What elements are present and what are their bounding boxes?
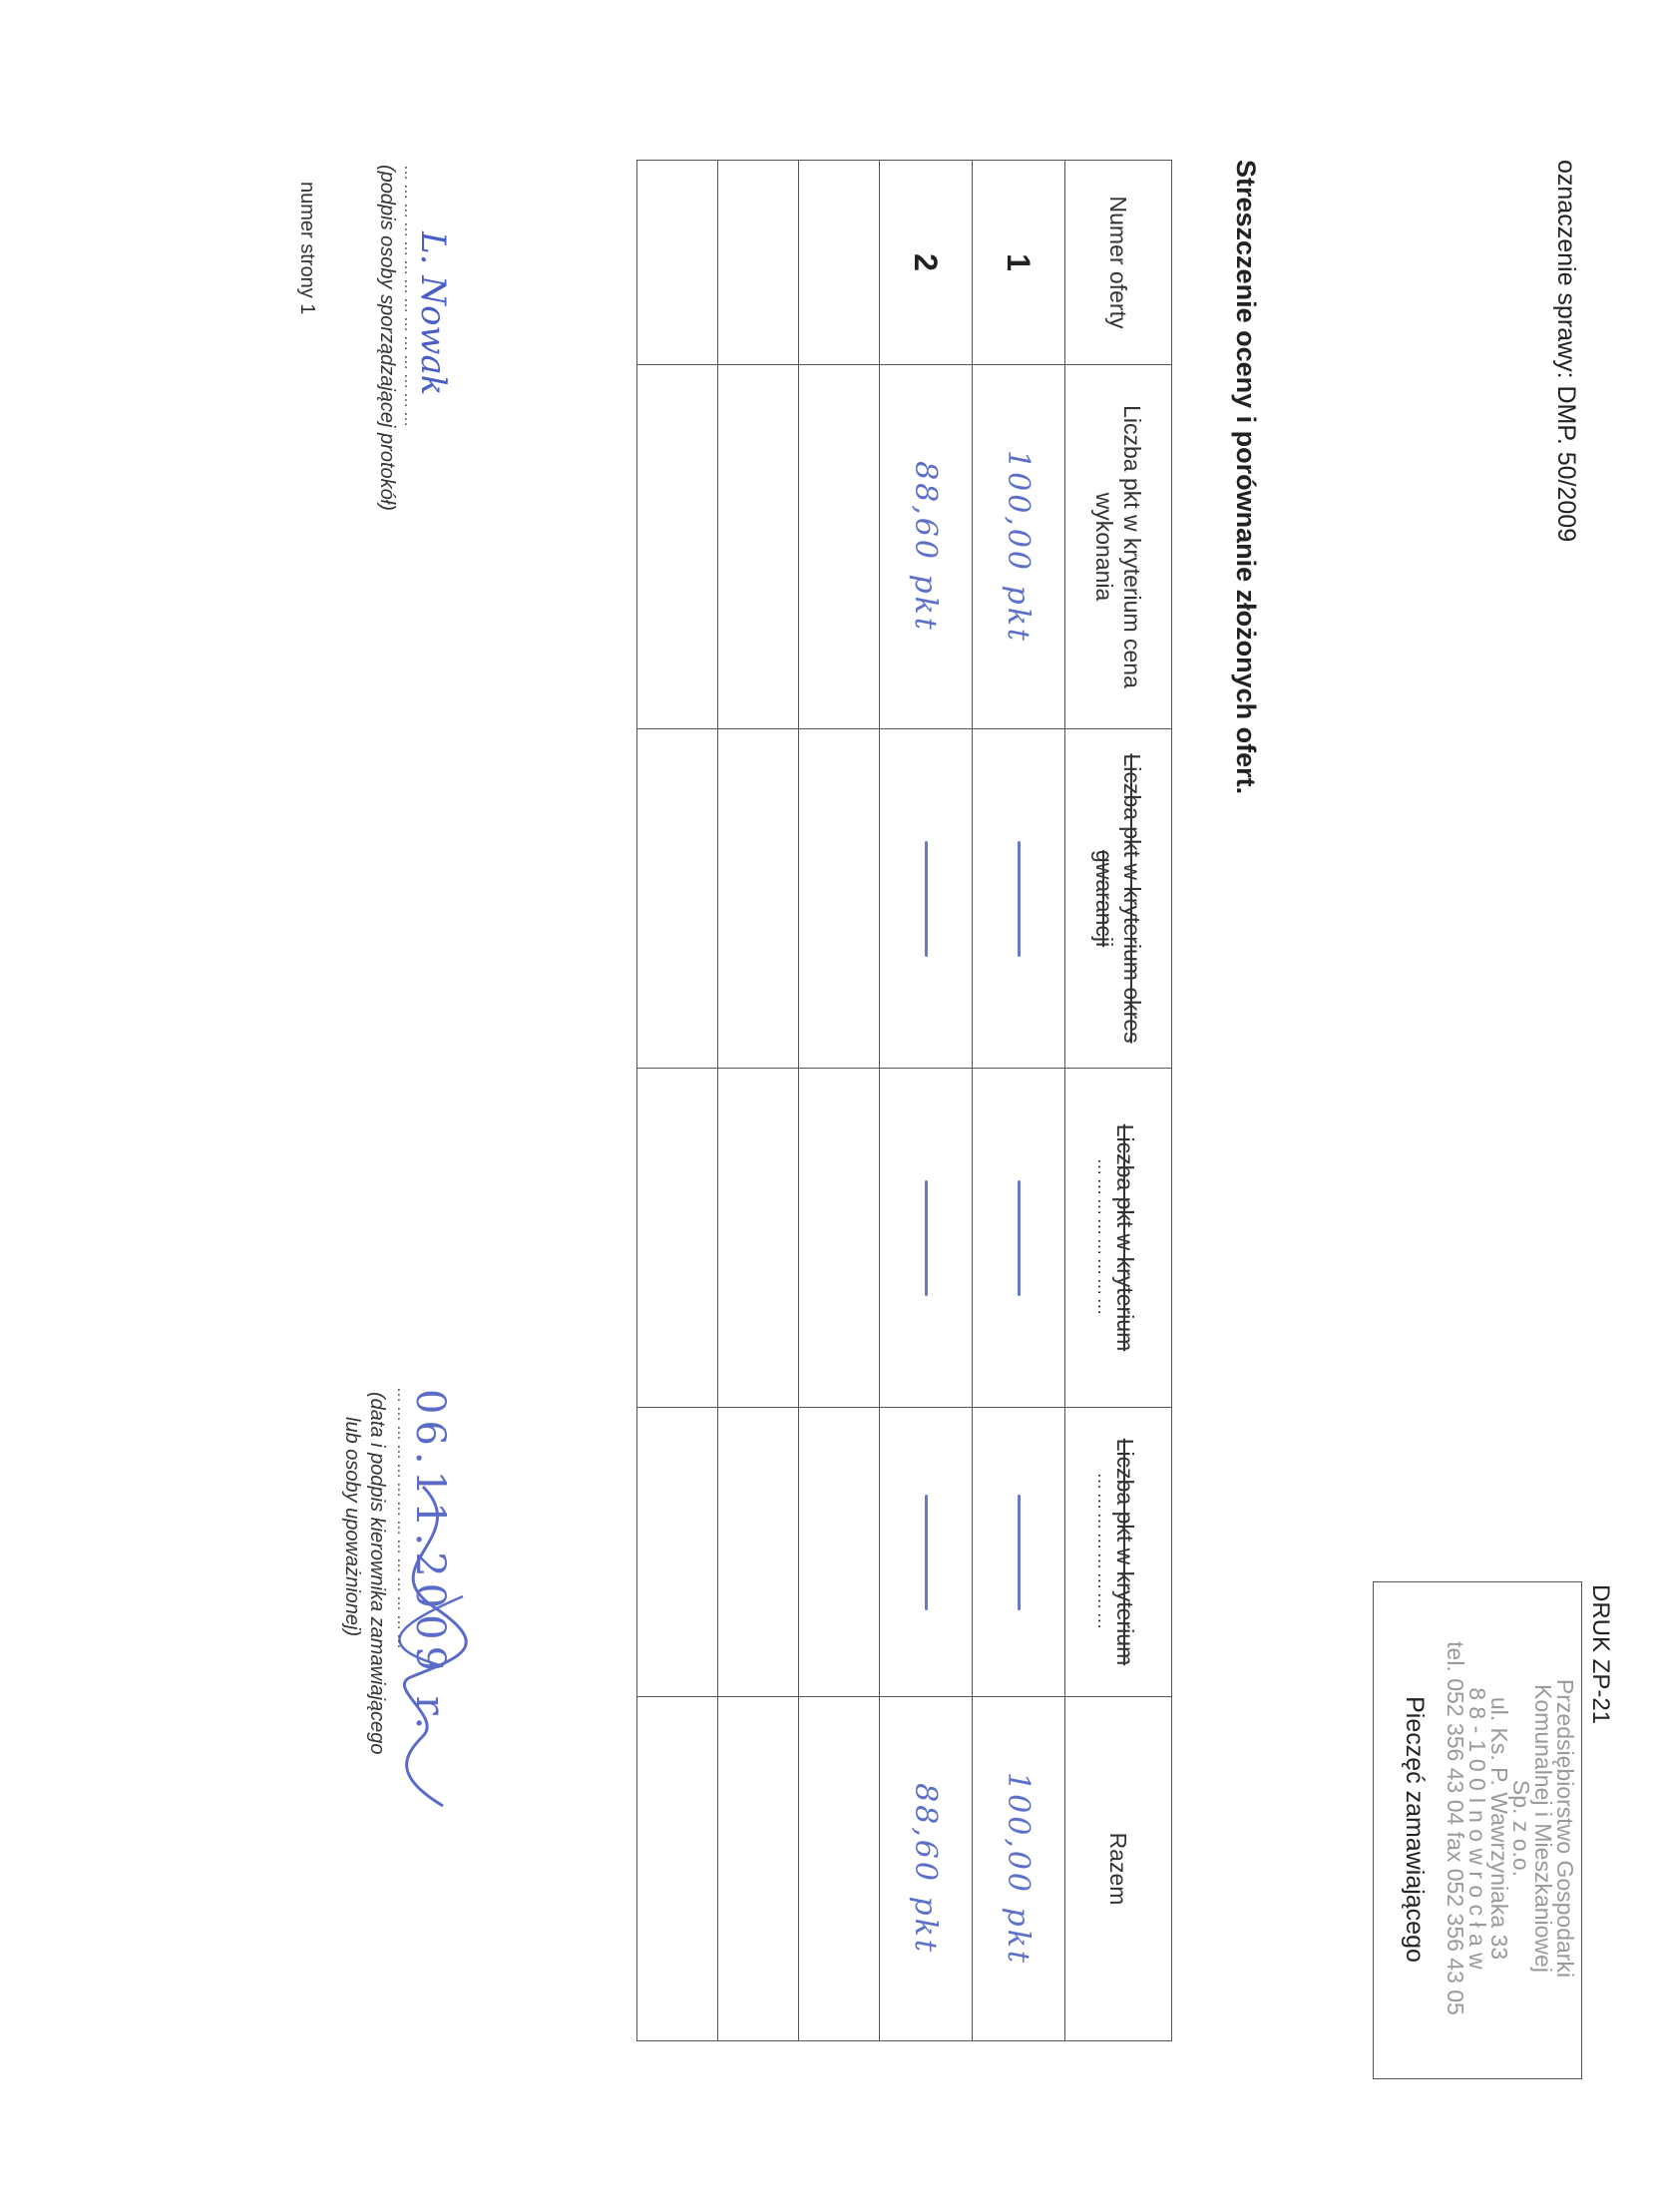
right-signature-dots: …………………………………… [394, 1387, 411, 1652]
dash-mark [1018, 1180, 1021, 1296]
empty-cell [637, 365, 718, 729]
empty-cell [718, 1697, 799, 2041]
dash-mark [1018, 1495, 1021, 1610]
header-total: Razem [1065, 1697, 1172, 2041]
table-row [880, 161, 973, 2041]
stamp-line: ul. Ks. P. Wawrzyniaka 33 [1486, 1696, 1512, 1961]
dash-mark [1018, 841, 1021, 957]
stamp-line: Przedsiębiorstwo Gospodarki [1552, 1678, 1578, 1979]
header-criterion-4-dots: …………………… [1094, 1472, 1114, 1632]
criterion-4-cell [880, 1408, 973, 1697]
left-signature-dots: …………………………………… [401, 165, 418, 430]
total-cell: 88,60 pkt [880, 1697, 973, 2041]
criterion-3-cell [880, 1069, 973, 1408]
table-row-empty [637, 161, 718, 2041]
empty-cell [718, 1069, 799, 1408]
right-signature-caption-line2: lub osoby upoważnionej) [341, 1417, 363, 1637]
stamp-label: Pieczęć zamawiającego [1401, 1696, 1429, 1963]
empty-cell [799, 161, 880, 365]
empty-cell [637, 729, 718, 1069]
left-signature-handwriting: L. Nowak [413, 231, 453, 396]
stamp-line: Sp. z o.o. [1508, 1779, 1534, 1878]
right-signature-date: 06.11.2009 r. [407, 1389, 453, 1736]
empty-cell [637, 1697, 718, 2041]
page-number: numer strony 1 [296, 182, 318, 315]
empty-cell [637, 161, 718, 365]
header-warranty-criterion: Liczba pkt w kryterium okres gwarancji [1065, 729, 1172, 1069]
company-stamp [1445, 1576, 1576, 2080]
empty-cell [718, 729, 799, 1069]
empty-cell [718, 1408, 799, 1697]
table-header-row [1065, 161, 1172, 2041]
empty-cell [799, 1697, 880, 2041]
header-criterion-3-dots: …………………… [1094, 1157, 1114, 1318]
warranty-points-cell [973, 729, 1065, 1069]
header-price-criterion: Liczba pkt w kryterium cena wykonania [1065, 365, 1172, 729]
empty-cell [637, 1408, 718, 1697]
header-criterion-4-label: Liczba pkt w kryterium [1112, 1438, 1138, 1666]
header-offer-number: Numer oferty [1065, 161, 1172, 365]
header-criterion-4 [1065, 1408, 1172, 1697]
warranty-points-cell [880, 729, 973, 1069]
empty-cell [799, 1069, 880, 1408]
header-criterion-3 [1065, 1069, 1172, 1408]
empty-cell [718, 161, 799, 365]
empty-cell [799, 1408, 880, 1697]
empty-cell [799, 365, 880, 729]
stamp-line: tel. 052 356 43 04 fax 052 356 43 05 [1443, 1641, 1468, 2015]
case-reference: oznaczenie sprawy: DMP. 50/2009 [1552, 160, 1580, 543]
empty-cell [718, 365, 799, 729]
empty-cell [637, 1069, 718, 1408]
price-points-cell: 100,00 pkt [973, 365, 1065, 729]
criterion-4-cell [973, 1408, 1065, 1697]
form-id: DRUK ZP-21 [1587, 1584, 1614, 1725]
dash-mark [925, 1180, 928, 1296]
table-row-empty [799, 161, 880, 2041]
right-signature-caption-line1: (data i podpis kierownika zamawiającego [366, 1392, 388, 1755]
criterion-3-cell [973, 1069, 1065, 1408]
total-cell: 100,00 pkt [973, 1697, 1065, 2041]
empty-cell [799, 729, 880, 1069]
table-row [973, 161, 1065, 2041]
dash-mark [925, 841, 928, 957]
table-row-empty [718, 161, 799, 2041]
dash-mark [925, 1495, 928, 1610]
document-title: Streszczenie oceny i porównanie złożonych ofert. [1231, 160, 1261, 795]
stamp-line: Komunalnej i Mieszkaniowej [1530, 1684, 1556, 1973]
offer-number-cell: 1 [973, 161, 1065, 365]
evaluation-table [636, 160, 1172, 2041]
stamp-line: 8 8 - 1 0 0 I n o w r o c ł a w [1464, 1687, 1490, 1970]
price-points-cell: 88,60 pkt [880, 365, 973, 729]
left-signature-caption: (podpis osoby sporządzającej protokół) [376, 165, 398, 511]
offer-number-cell: 2 [880, 161, 973, 365]
header-criterion-3-label: Liczba pkt w kryterium [1112, 1123, 1138, 1352]
